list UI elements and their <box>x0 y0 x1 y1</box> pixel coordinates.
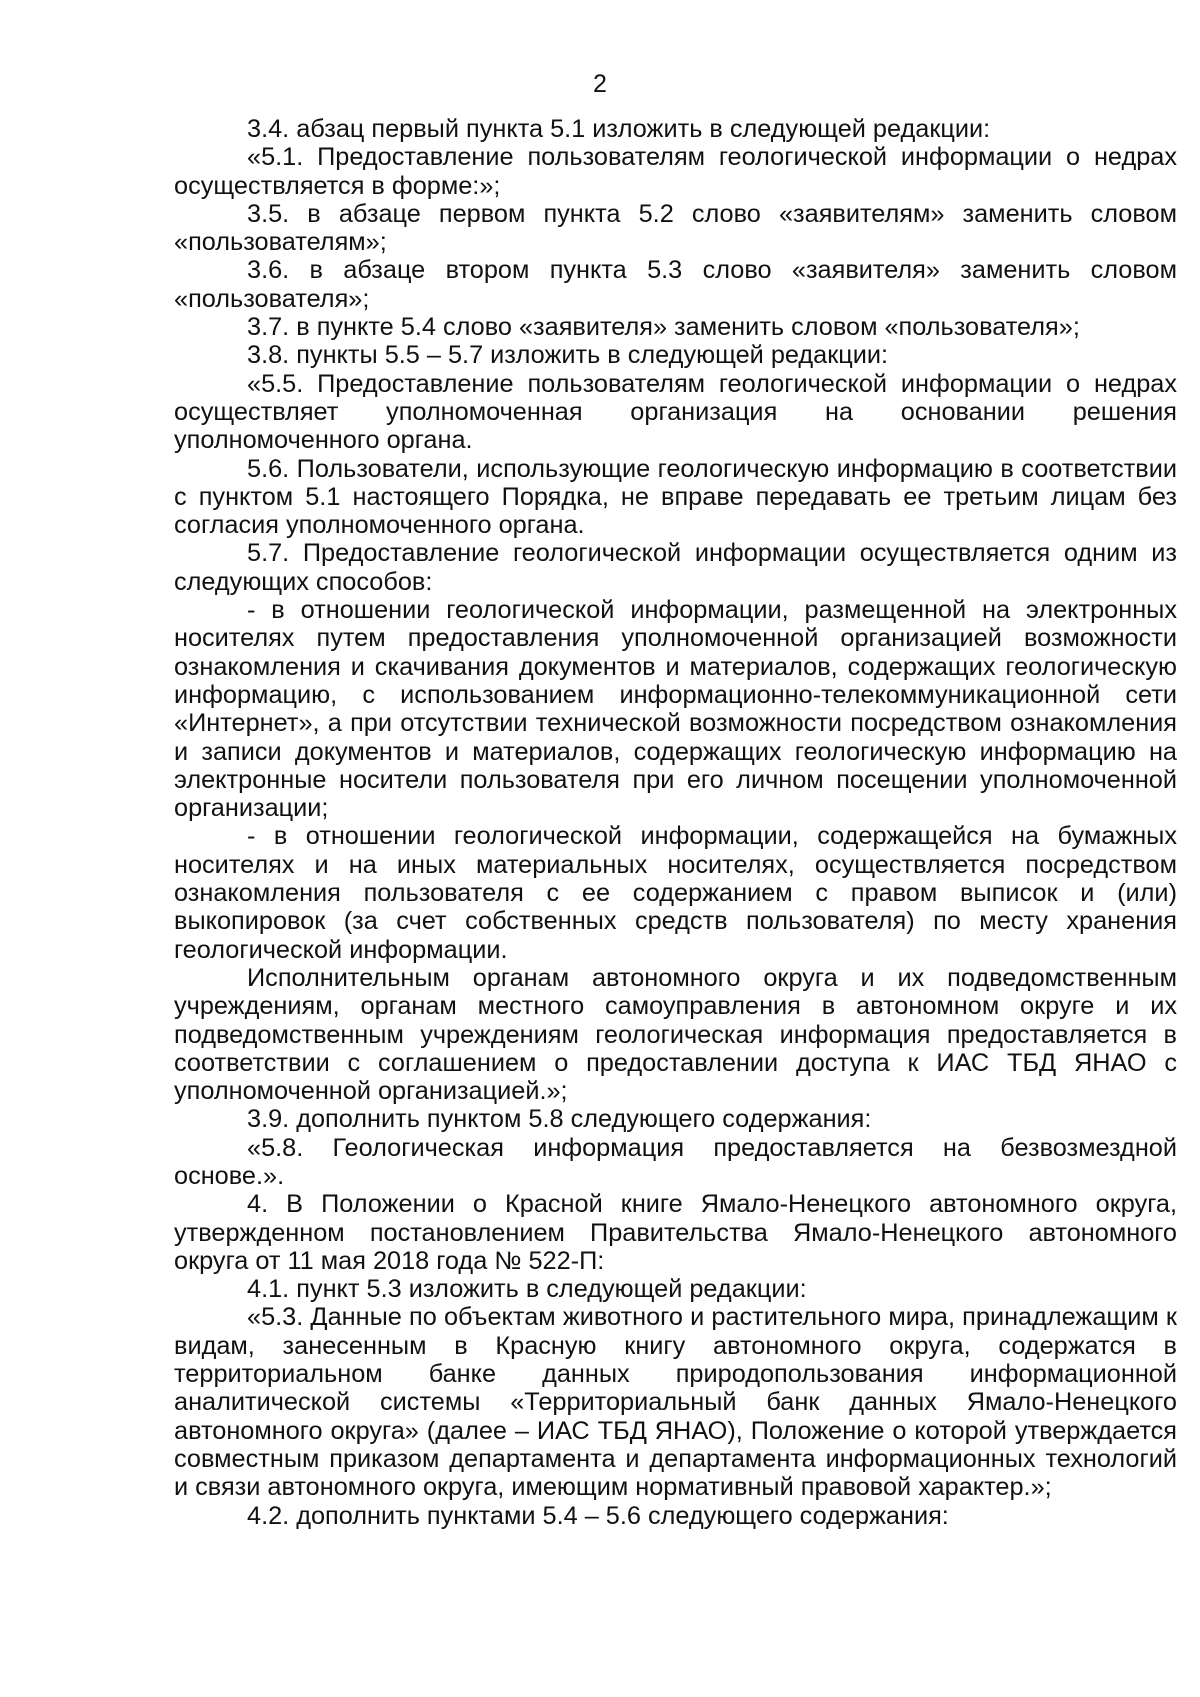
paragraph-5-3-quote: «5.3. Данные по объектам животного и растительного мира, принадлежащим к видам, занесенным в Красную книгу автономного округа, содержатся в территориальном банке данных природопользования информационной аналитической системы «Территориальный банк данных Ямало-Ненецкого автономного округа» (далее – ИАС ТБД ЯНАО), Положение о которой утверждается совместным приказом департамента и департамента информационных технологий и связи автономного округа, имеющим нормативный правовой характер.»; <box>174 1303 1177 1502</box>
page-number: 2 <box>593 70 607 98</box>
paragraph-5-6: 5.6. Пользователи, использующие геологическую информацию в соответствии с пунктом 5.1 настоящего Порядка, не вправе передавать ее третьим лицам без согласия уполномоченного органа. <box>174 454 1177 540</box>
paragraph-4: 4. В Положении о Красной книге Ямало-Ненецкого автономного округа, утвержденном постановлением Правительства Ямало-Ненецкого автономного округа от 11 мая 2018 года № 522-П: <box>174 1190 1177 1275</box>
paragraph-3-8: 3.8. пункты 5.5 – 5.7 изложить в следующей редакции: <box>247 341 889 370</box>
paragraph-3-7: 3.7. в пункте 5.4 слово «заявителя» заменить словом «пользователя»; <box>247 313 1080 342</box>
paragraph-5-1-quote: «5.1. Предоставление пользователям геологической информации о недрах осуществляется в форме:»; <box>174 143 1177 200</box>
paragraph-3-5: 3.5. в абзаце первом пункта 5.2 слово «заявителям» заменить словом «пользователям»; <box>174 199 1177 257</box>
list-item-electronic: - в отношении геологической информации, размещенной на электронных носителях путем предоставления уполномоченной организацией возможности ознакомления и скачивания документов и материалов, содержащих геологическую информацию, с использованием информационно-телекоммуникационной сети «Интернет», а при отсутствии технической возможности посредством ознакомления и записи документов и материалов, содержащих геологическую информацию на электронные носители пользователя при его личном посещении уполномоченной организации; <box>174 596 1177 823</box>
paragraph-5-5-quote: «5.5. Предоставление пользователям геологической информации о недрах осуществляет уполномоченная организация на основании решения уполномоченного органа. <box>174 369 1177 455</box>
document-body <box>174 115 1177 1530</box>
list-item-paper: - в отношении геологической информации, содержащейся на бумажных носителях и на иных материальных носителях, осуществляется посредством ознакомления пользователя с ее содержанием с правом выписок и (или) выкопировок (за счет собственных средств пользователя) по месту хранения геологической информации. <box>174 822 1177 964</box>
paragraph-4-1: 4.1. пункт 5.3 изложить в следующей редакции: <box>247 1275 807 1304</box>
paragraph-3-9: 3.9. дополнить пунктом 5.8 следующего содержания: <box>247 1105 872 1134</box>
paragraph-executive-bodies: Исполнительным органам автономного округа и их подведомственным учреждениям, органам местного самоуправления в автономном округе и их подведомственным учреждениям геологическая информация предоставляется в соответствии с соглашением о предоставлении доступа к ИАС ТБД ЯНАО с уполномоченной организацией.»; <box>174 963 1177 1106</box>
paragraph-5-7: 5.7. Предоставление геологической информации осуществляется одним из следующих способов: <box>174 539 1177 596</box>
paragraph-3-4: 3.4. абзац первый пункта 5.1 изложить в следующей редакции: <box>247 115 991 143</box>
paragraph-4-2: 4.2. дополнить пунктами 5.4 – 5.6 следующего содержания: <box>247 1501 949 1530</box>
paragraph-5-8-quote: «5.8. Геологическая информация предоставляется на безвозмездной основе.». <box>174 1133 1177 1190</box>
paragraph-3-6: 3.6. в абзаце втором пункта 5.3 слово «заявителя» заменить словом «пользователя»; <box>174 256 1177 313</box>
